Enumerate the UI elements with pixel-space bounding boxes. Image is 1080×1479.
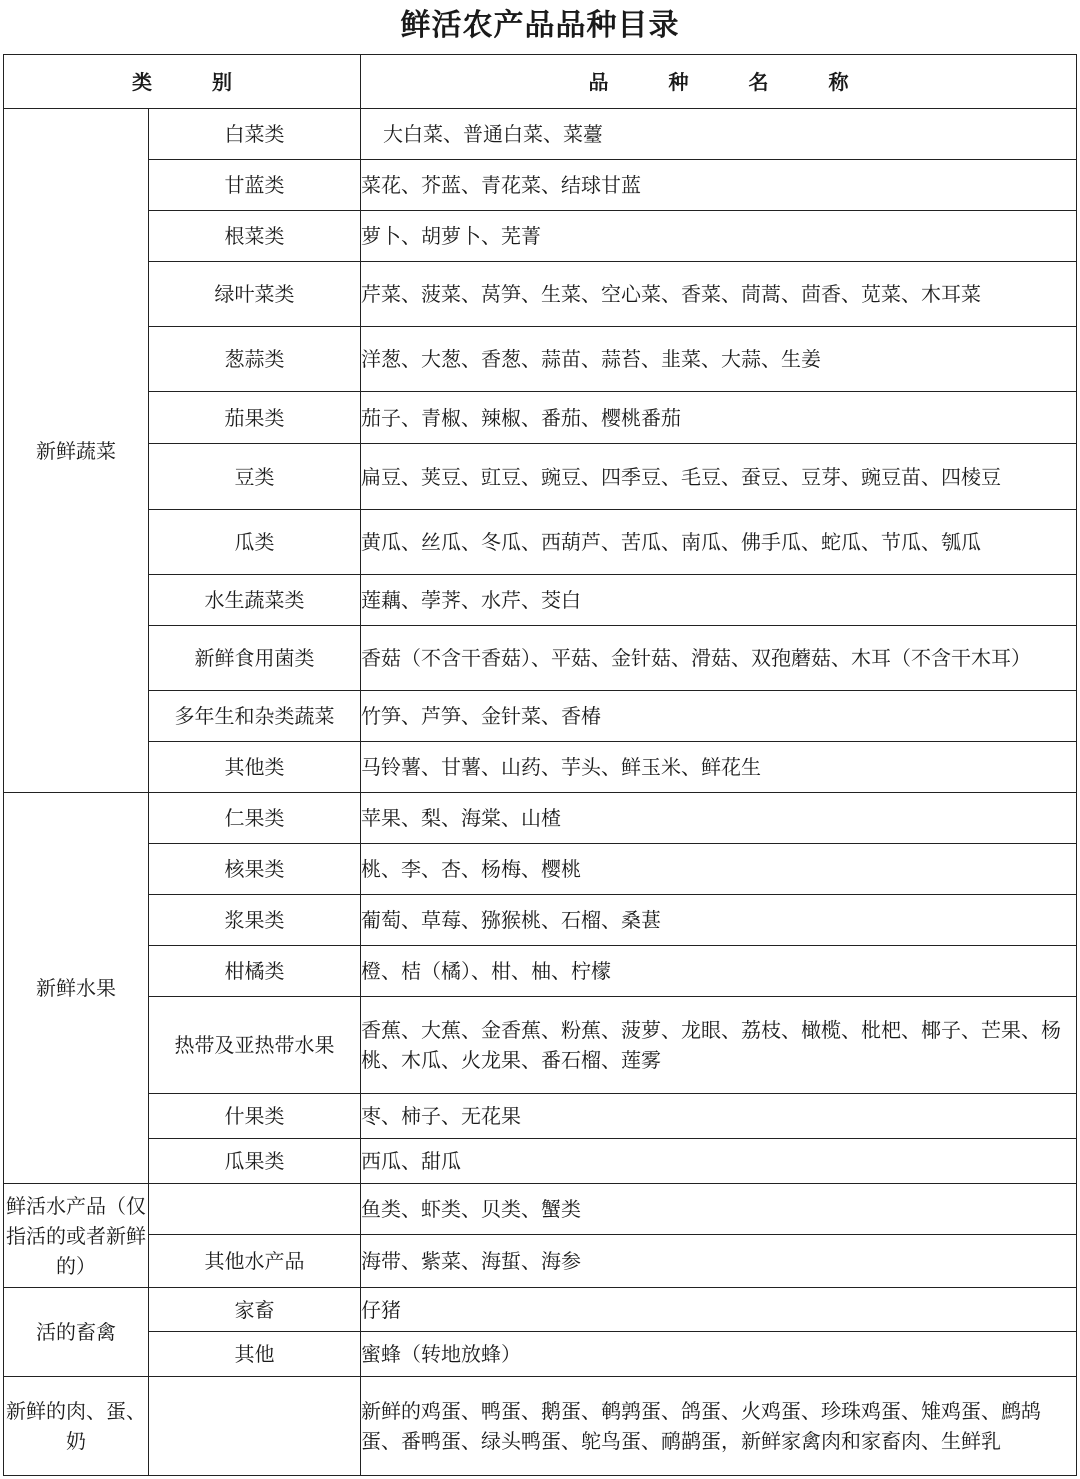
subcategory-cell: 核果类	[149, 844, 361, 895]
catalog-table	[3, 54, 1077, 1476]
subcategory-cell: 瓜类	[149, 510, 361, 575]
category-cell: 活的畜禽	[4, 1288, 149, 1377]
table-row	[4, 1184, 1077, 1235]
table-row	[4, 109, 1077, 160]
category-cell: 新鲜蔬菜	[4, 109, 149, 793]
category-cell: 新鲜的肉、蛋、奶	[4, 1377, 149, 1476]
subcategory-cell: 水生蔬菜类	[149, 575, 361, 626]
table-row	[4, 575, 1077, 626]
table-row	[4, 946, 1077, 997]
subcategory-cell: 新鲜食用菌类	[149, 626, 361, 691]
subcategory-cell: 茄果类	[149, 392, 361, 444]
items-cell: 橙、桔（橘）、柑、柚、柠檬	[361, 946, 1077, 997]
table-row	[4, 1094, 1077, 1139]
items-cell: 香蕉、大蕉、金香蕉、粉蕉、菠萝、龙眼、荔枝、橄榄、枇杷、椰子、芒果、杨桃、木瓜、火龙果、番石榴、莲雾	[361, 997, 1077, 1094]
subcategory-cell: 热带及亚热带水果	[149, 997, 361, 1094]
subcategory-cell: 家畜	[149, 1288, 361, 1332]
items-cell: 莲藕、荸荠、水芹、茭白	[361, 575, 1077, 626]
table-row	[4, 742, 1077, 793]
subcategory-cell: 豆类	[149, 444, 361, 510]
table-header-row	[4, 55, 1077, 109]
items-cell: 海带、紫菜、海蜇、海参	[361, 1235, 1077, 1288]
table-row	[4, 444, 1077, 510]
subcategory-cell: 葱蒜类	[149, 327, 361, 392]
subcategory-cell: 甘蓝类	[149, 160, 361, 211]
subcategory-cell: 其他类	[149, 742, 361, 793]
items-cell: 大白菜、普通白菜、菜薹	[361, 109, 1077, 160]
items-cell: 鱼类、虾类、贝类、蟹类	[361, 1184, 1077, 1235]
items-cell: 枣、柿子、无花果	[361, 1094, 1077, 1139]
table-row	[4, 211, 1077, 262]
items-cell: 洋葱、大葱、香葱、蒜苗、蒜苔、韭菜、大蒜、生姜	[361, 327, 1077, 392]
subcategory-cell: 柑橘类	[149, 946, 361, 997]
items-cell: 香菇（不含干香菇）、平菇、金针菇、滑菇、双孢蘑菇、木耳（不含干木耳）	[361, 626, 1077, 691]
subcategory-cell: 浆果类	[149, 895, 361, 946]
table-row	[4, 793, 1077, 844]
table-row	[4, 1288, 1077, 1332]
table-row	[4, 1377, 1077, 1476]
table-row	[4, 510, 1077, 575]
table-row	[4, 895, 1077, 946]
header-items: 品 种 名 称	[361, 55, 1077, 109]
table-row	[4, 160, 1077, 211]
items-cell: 西瓜、甜瓜	[361, 1139, 1077, 1184]
subcategory-cell: 仁果类	[149, 793, 361, 844]
items-cell: 葡萄、草莓、猕猴桃、石榴、桑葚	[361, 895, 1077, 946]
subcategory-cell: 绿叶菜类	[149, 262, 361, 327]
subcategory-cell: 瓜果类	[149, 1139, 361, 1184]
table-row	[4, 1139, 1077, 1184]
subcategory-cell	[149, 1184, 361, 1235]
table-row	[4, 844, 1077, 895]
table-row	[4, 997, 1077, 1094]
items-cell: 菜花、芥蓝、青花菜、结球甘蓝	[361, 160, 1077, 211]
table-row	[4, 1332, 1077, 1377]
page-title: 鲜活农产品品种目录	[400, 8, 680, 43]
items-cell: 竹笋、芦笋、金针菜、香椿	[361, 691, 1077, 742]
items-cell: 桃、李、杏、杨梅、樱桃	[361, 844, 1077, 895]
table-row	[4, 262, 1077, 327]
items-cell: 扁豆、荚豆、豇豆、豌豆、四季豆、毛豆、蚕豆、豆芽、豌豆苗、四棱豆	[361, 444, 1077, 510]
subcategory-cell: 什果类	[149, 1094, 361, 1139]
items-cell: 蜜蜂（转地放蜂）	[361, 1332, 1077, 1377]
subcategory-cell: 其他	[149, 1332, 361, 1377]
table-row	[4, 327, 1077, 392]
items-cell: 芹菜、菠菜、莴笋、生菜、空心菜、香菜、茼蒿、茴香、苋菜、木耳菜	[361, 262, 1077, 327]
items-cell: 茄子、青椒、辣椒、番茄、樱桃番茄	[361, 392, 1077, 444]
subcategory-cell: 白菜类	[149, 109, 361, 160]
items-cell: 仔猪	[361, 1288, 1077, 1332]
subcategory-cell: 其他水产品	[149, 1235, 361, 1288]
table-row	[4, 691, 1077, 742]
subcategory-cell	[149, 1377, 361, 1476]
category-cell: 新鲜水果	[4, 793, 149, 1184]
table-row	[4, 626, 1077, 691]
subcategory-cell: 根菜类	[149, 211, 361, 262]
header-category: 类 别	[4, 55, 361, 109]
items-cell: 苹果、梨、海棠、山楂	[361, 793, 1077, 844]
items-cell: 马铃薯、甘薯、山药、芋头、鲜玉米、鲜花生	[361, 742, 1077, 793]
table-row	[4, 1235, 1077, 1288]
items-cell: 黄瓜、丝瓜、冬瓜、西葫芦、苦瓜、南瓜、佛手瓜、蛇瓜、节瓜、瓠瓜	[361, 510, 1077, 575]
items-cell: 新鲜的鸡蛋、鸭蛋、鹅蛋、鹌鹑蛋、鸽蛋、火鸡蛋、珍珠鸡蛋、雉鸡蛋、鹧鸪蛋、番鸭蛋、绿头鸭蛋、鸵鸟蛋、鸸鹋蛋，新鲜家禽肉和家畜肉、生鲜乳	[361, 1377, 1077, 1476]
category-cell: 鲜活水产品（仅指活的或者新鲜的）	[4, 1184, 149, 1288]
subcategory-cell: 多年生和杂类蔬菜	[149, 691, 361, 742]
items-cell: 萝卜、胡萝卜、芜菁	[361, 211, 1077, 262]
table-row	[4, 392, 1077, 444]
